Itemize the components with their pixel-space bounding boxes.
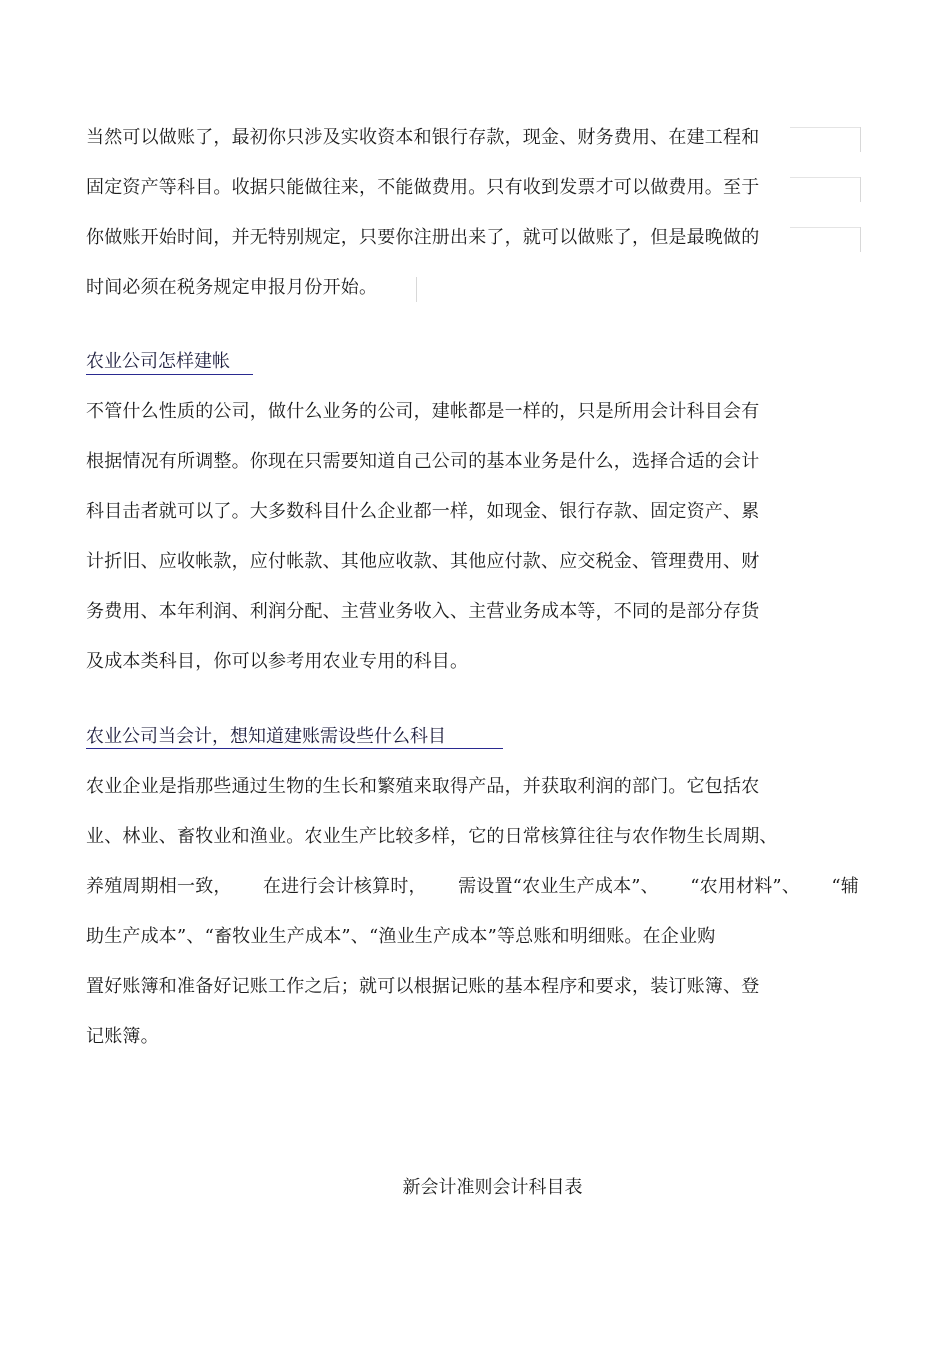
text-fragment: 养殖周期相一致， <box>86 876 232 897</box>
heading-underline <box>86 374 253 375</box>
heading-underline <box>86 748 503 749</box>
paragraph-line: 务费用、本年利润、利润分配、主营业务收入、主营业务成本等，不同的是部分存货 <box>86 601 760 622</box>
frame-line <box>860 177 861 202</box>
table-title: 新会计准则会计科目表 <box>402 1177 583 1198</box>
frame-line <box>416 277 417 302</box>
frame-line <box>790 227 860 228</box>
paragraph-line: 不管什么性质的公司，做什么业务的公司，建帐都是一样的，只是所用会计科目会有 <box>86 401 760 422</box>
paragraph-line: 记账簿。 <box>86 1026 159 1047</box>
frame-line <box>790 127 860 128</box>
section-heading: 农业公司当会计，想知道建账需设些什么科目 <box>86 726 446 747</box>
paragraph-line: 科目击者就可以了。大多数科目什么企业都一样，如现金、银行存款、固定资产、累 <box>86 501 760 522</box>
section-heading: 农业公司怎样建帐 <box>86 351 230 372</box>
paragraph-line: 根据情况有所调整。你现在只需要知道自己公司的基本业务是什么，选择合适的会计 <box>86 451 760 472</box>
paragraph-line: 业、林业、畜牧业和渔业。农业生产比较多样，它的日常核算往往与农作物生长周期、 <box>86 826 778 847</box>
paragraph-line: 你做账开始时间，并无特别规定，只要你注册出来了，就可以做账了，但是最晚做的 <box>86 227 760 248</box>
text-fragment: 需设置“农业生产成本”、 <box>458 876 659 897</box>
frame-line <box>790 177 860 178</box>
paragraph-line: 当然可以做账了，最初你只涉及实收资本和银行存款，现金、财务费用、在建工程和 <box>86 127 760 148</box>
paragraph-line: 计折旧、应收帐款，应付帐款、其他应收款、其他应付款、应交税金、管理费用、财 <box>86 551 760 572</box>
text-fragment: “辅 <box>831 876 859 897</box>
paragraph-line <box>86 875 859 899</box>
frame-line <box>860 227 861 252</box>
paragraph-line: 助生产成本”、“畜牧业生产成本”、“渔业生产成本”等总账和明细账。在企业购 <box>86 926 716 947</box>
paragraph-line: 农业企业是指那些通过生物的生长和繁殖来取得产品，并获取利润的部门。它包括农 <box>86 776 760 797</box>
paragraph-line: 时间必须在税务规定申报月份开始。 <box>86 277 378 298</box>
frame-line <box>860 127 861 152</box>
paragraph-line: 及成本类科目，你可以参考用农业专用的科目。 <box>86 651 469 672</box>
text-fragment: 在进行会计核算时， <box>262 876 427 897</box>
paragraph-line: 置好账簿和准备好记账工作之后；就可以根据记账的基本程序和要求，装订账簿、登 <box>86 976 760 997</box>
text-fragment: “农用材料”、 <box>690 876 801 897</box>
paragraph-line: 固定资产等科目。收据只能做往来，不能做费用。只有收到发票才可以做费用。至于 <box>86 177 760 198</box>
